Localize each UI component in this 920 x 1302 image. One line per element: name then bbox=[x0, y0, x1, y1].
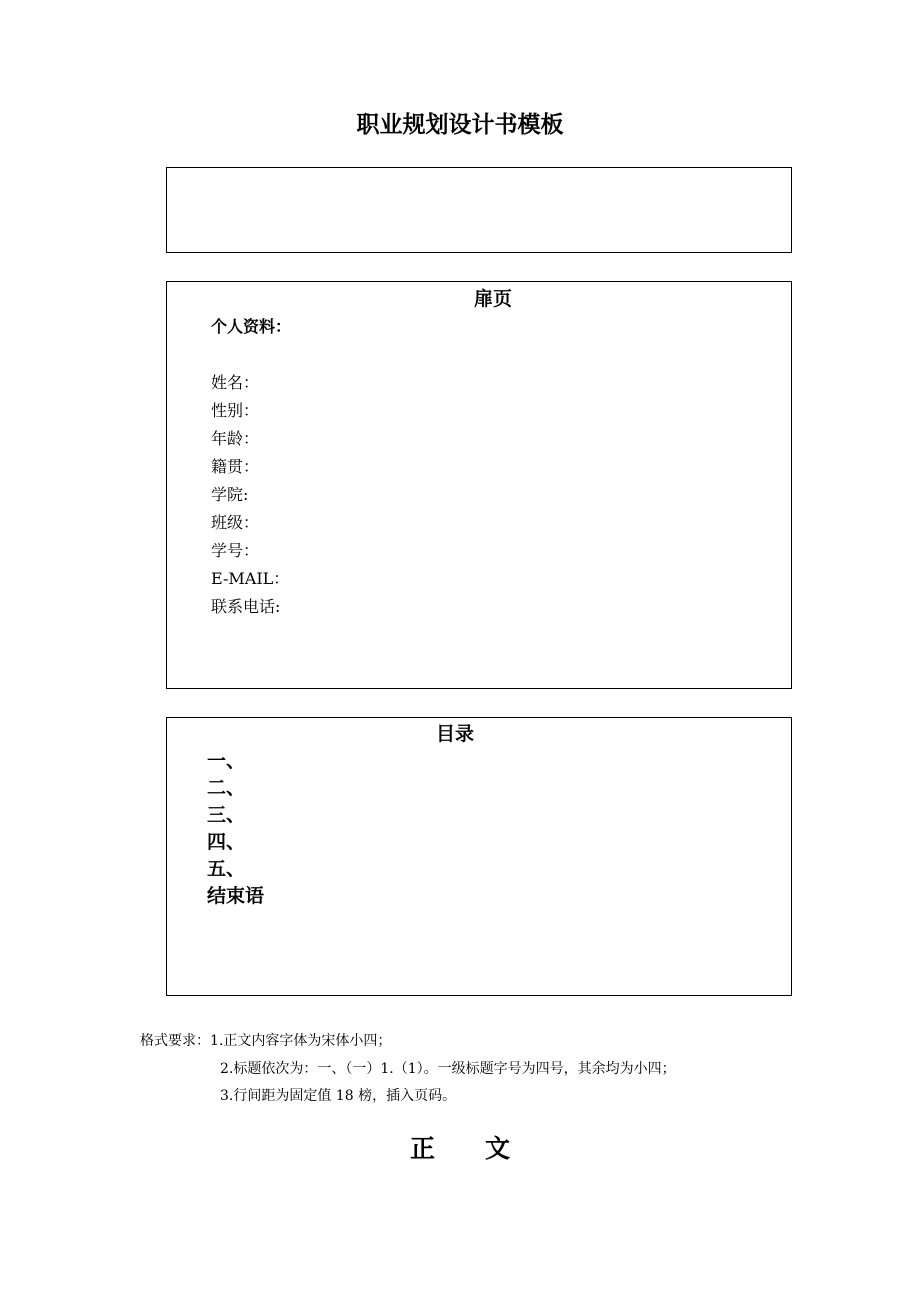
toc-item: 四、 bbox=[207, 831, 246, 853]
format-requirement-line-1: 格式要求：1.正文内容字体为宋体小四； bbox=[140, 1033, 392, 1049]
field-student-id-label: 学号： bbox=[211, 541, 260, 560]
field-email-label: E-MAIL： bbox=[211, 569, 290, 588]
toc-item: 二、 bbox=[207, 777, 246, 799]
format-requirement-line-3: 3.行间距为固定值 18 榜，插入页码。 bbox=[220, 1088, 457, 1104]
cover-box bbox=[166, 167, 792, 253]
personal-info-label: 个人资料： bbox=[211, 317, 292, 336]
body-heading-char-2: 文 bbox=[485, 1134, 511, 1163]
field-class-label: 班级： bbox=[211, 513, 260, 532]
personal-field-list bbox=[211, 369, 289, 621]
toc-item: 一、 bbox=[207, 750, 246, 772]
toc-item: 三、 bbox=[207, 804, 246, 826]
field-phone-label: 联系电话: bbox=[211, 597, 281, 616]
toc-item: 五、 bbox=[207, 858, 246, 880]
fly-page-box bbox=[166, 281, 792, 689]
toc-heading: 目录 bbox=[435, 723, 474, 745]
body-heading bbox=[0, 1131, 920, 1167]
field-age-label: 年龄： bbox=[211, 429, 260, 448]
format-requirement-line-2: 2.标题依次为：一、（一）1.（1）。一级标题字号为四号，其余均为小四； bbox=[220, 1061, 676, 1077]
toc-item: 结束语 bbox=[207, 885, 265, 907]
table-of-contents-box bbox=[166, 717, 792, 996]
document-title: 职业规划设计书模板 bbox=[356, 112, 564, 138]
field-gender-label: 性别： bbox=[211, 401, 260, 420]
body-heading-char-1: 正 bbox=[409, 1134, 435, 1163]
field-name-label: 姓名： bbox=[211, 373, 260, 392]
field-hometown-label: 籍贯： bbox=[211, 457, 260, 476]
fly-page-heading: 扉页 bbox=[473, 288, 512, 310]
toc-list bbox=[207, 748, 264, 910]
field-college-label: 学院: bbox=[211, 485, 249, 504]
